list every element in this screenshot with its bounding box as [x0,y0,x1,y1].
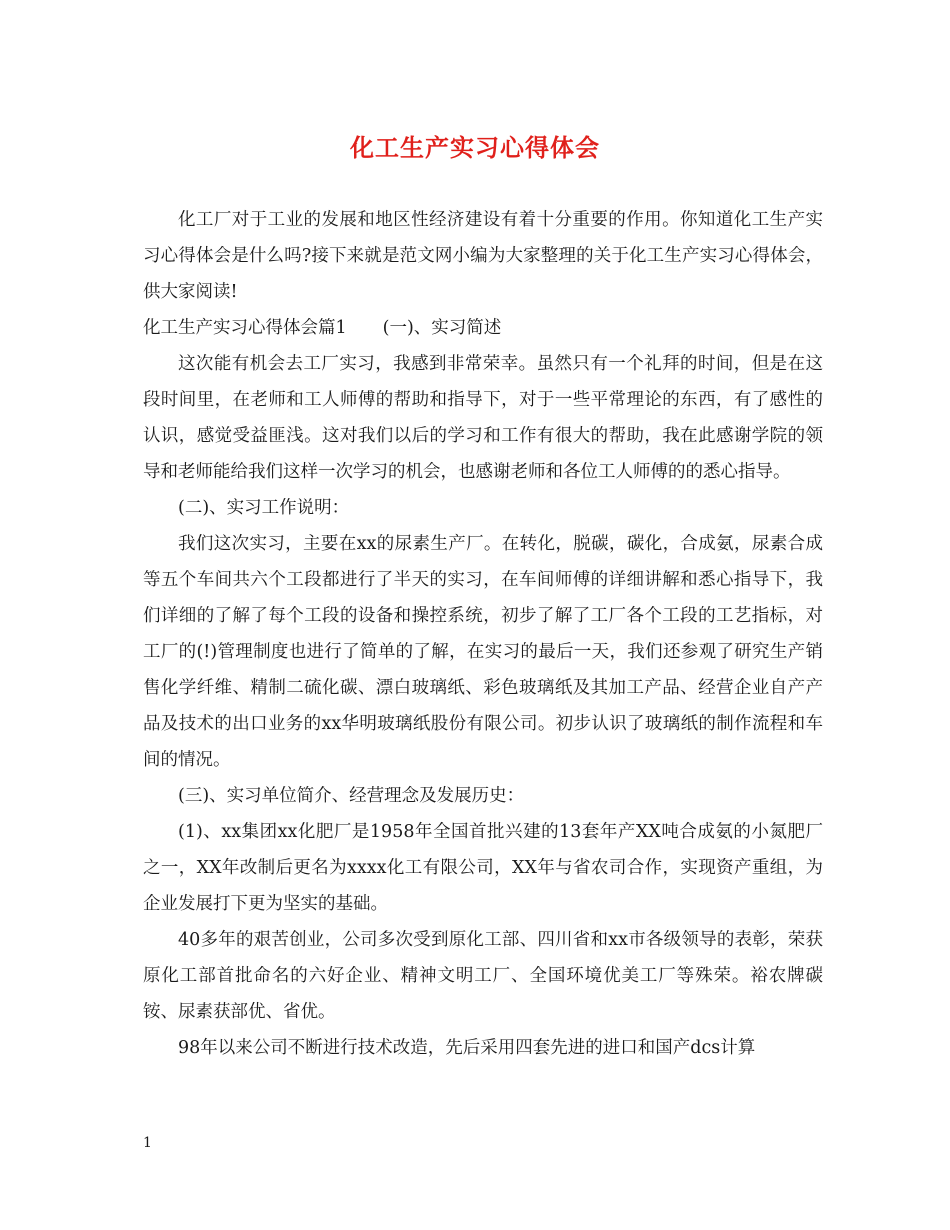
document-title: 化工生产实习心得体会 [350,133,600,162]
subsection-heading-2: (二)、实习工作说明： [178,498,350,518]
subsection-heading-3: (三)、实习单位简介、经营理念及发展历史： [178,786,525,806]
section-heading: 化工生产实习心得体会篇1 [143,318,347,338]
intro-paragraph: 化工厂对于工业的发展和地区性经济建设有着十分重要的作用。你知道化工生产实习心得体会是什么吗?接下来就是范文网小编为大家整理的关于化工生产实习心得体会，供大家阅读! [143,210,823,302]
body-paragraph: 40多年的艰苦创业，公司多次受到原化工部、四川省和xx市各级领导的表彰，荣获原化工部首批命名的六好企业、精神文明工厂、全国环境优美工厂等殊荣。裕农牌碳铵、尿素获部优、省优。 [143,930,823,1022]
body-paragraph: 98年以来公司不断进行技术改造，先后采用四套先进的进口和国产dcs计算 [178,1038,756,1058]
page-number: 1 [143,1135,152,1151]
section-heading-line [143,310,823,346]
body-paragraph: 这次能有机会去工厂实习，我感到非常荣幸。虽然只有一个礼拜的时间，但是在这段时间里，在老师和工人师傅的帮助和指导下，对于一些平常理论的东西，有了感性的认识，感觉受益匪浅。这对我们以后的学习和工作有很大的帮助，我在此感谢学院的领导和老师能给我们这样一次学习的机会，也感谢老师和各位工人师傅的的悉心指导。 [143,354,823,482]
body-paragraph: (1)、xx集团xx化肥厂是1958年全国首批兴建的13套年产XX吨合成氨的小氮肥厂之一，XX年改制后更名为xxxx化工有限公司，XX年与省农司合作，实现资产重组，为企业发展打下更为坚实的基础。 [143,822,823,914]
document-body [143,202,823,1066]
subsection-heading: (一)、实习简述 [382,318,502,338]
body-paragraph: 我们这次实习，主要在xx的尿素生产厂。在转化，脱碳，碳化，合成氨，尿素合成等五个车间共六个工段都进行了半天的实习，在车间师傅的详细讲解和悉心指导下，我们详细的了解了每个工段的设备和操控系统，初步了解了工厂各个工段的工艺指标，对工厂的(!)管理制度也进行了简单的了解，在实习的最后一天，我们还参观了研究生产销售化学纤维、精制二硫化碳、漂白玻璃纸、彩色玻璃纸及其加工产品、经营企业自产产品及技术的出口业务的xx华明玻璃纸股份有限公司。初步认识了玻璃纸的制作流程和车间的情况。 [143,534,823,770]
